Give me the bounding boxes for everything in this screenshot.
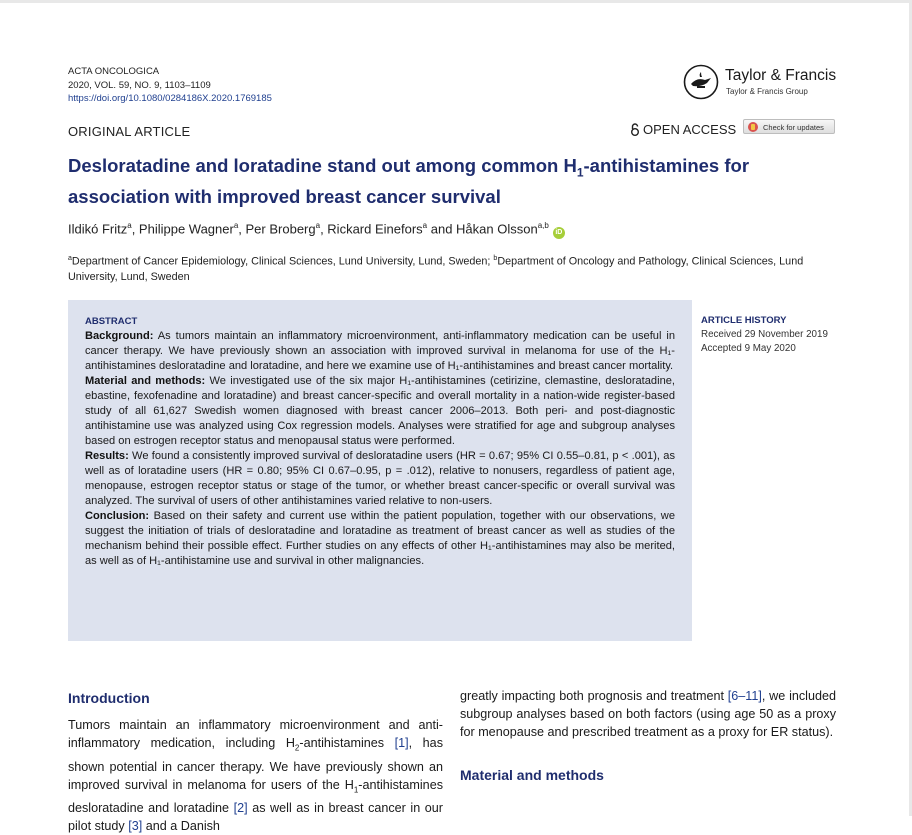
journal-name: ACTA ONCOLOGICA (68, 66, 160, 77)
abstract-background: Background: As tumors maintain an inflammatory microenvironment, anti-inflammatory medication can be useful in cancer therapy. We have previously shown an association with improved survival in melanoma for use of the H₁-antihistamines desloratadine and loratadine, and here we examine use of H₁-antihistamines and breast cancer mortality. (85, 330, 675, 372)
history-heading: ARTICLE HISTORY (701, 315, 787, 326)
citation-link[interactable]: [6–11] (727, 689, 762, 703)
open-access-label (630, 122, 736, 137)
open-access-text: OPEN ACCESS (643, 122, 737, 137)
article-type: ORIGINAL ARTICLE (68, 124, 191, 139)
author-list: Ildikó Fritz$^a$, Philippe Wagner$^a$, Per Broberg$^a$, Rickard Einefors$^a$ and Håkan Olsson$^{a,b}$iD (68, 221, 565, 239)
check-updates-label: Check for updates (763, 123, 824, 132)
history-received: Received 29 November 2019 (701, 329, 828, 340)
section-heading-introduction: Introduction (68, 690, 150, 706)
abstract-results: Results: We found a consistently improved survival of desloratadine users (HR = 0.67; 95% CI 0.55–0.81, p < .001), as well as of loratadine users (HR = 0.80; 95% CI 0.67–0.95, p = .012), relative to nonusers, regardless of patient age, menopause, estrogen receptor status or stage of the tumor, or whether breast cancer-specific or overall survival was analyzed. The survival of users of other antihistamines varied relative to non-users. (85, 450, 675, 507)
author-name[interactable]: Håkan Olsson (456, 221, 538, 237)
publisher-name: Taylor & Francis (725, 67, 837, 84)
citation-link[interactable]: [2] (233, 801, 248, 816)
abstract-box (68, 300, 692, 641)
continued-paragraph: greatly impacting both prognosis and treatment [6–11], we included subgroup analyses based on both factors (using age 50 as a proxy for menopause and prescribed treatment as a proxy for ER status). (460, 689, 836, 739)
publisher-logo (683, 64, 843, 104)
introduction-paragraph: Tumors maintain an inflammatory microenvironment and anti-inflammatory medication, including $H_2$-antihistamines [1], has shown potential in cancer therapy. We have previously shown an improved survival in melanoma for users of the $H_1$-antihistamines desloratadine and loratadine [2] as well as in breast cancer in our pilot study [3] and a Danish (68, 718, 443, 834)
open-lock-icon (630, 123, 640, 136)
doi-link[interactable]: https://doi.org/10.1080/0284186X.2020.1769185 (68, 93, 272, 104)
page-edge-top (0, 0, 912, 3)
citation-link[interactable]: [1] (394, 736, 409, 750)
section-heading-methods: Material and methods (460, 767, 604, 783)
check-updates-button[interactable] (743, 119, 835, 134)
journal-volume: 2020, VOL. 59, NO. 9, 1103–1109 (68, 79, 211, 91)
author-name[interactable]: Rickard Einefors (327, 221, 423, 237)
affiliations: $^a$Department of Cancer Epidemiology, Clinical Sciences, Lund University, Lund, Sweden; $^b$Department of Oncology and Pathology, Clinical Sciences, Lund University, Lund, Sweden (68, 255, 804, 283)
body-column-right (460, 690, 836, 793)
author-name[interactable]: Ildikó Fritz (68, 221, 128, 237)
abstract-methods: Material and methods: We investigated use of the six major H₁-antihistamines (cetirizine, clemastine, desloratadine, ebastine, fexofenadine and loratadine) and breast cancer-specific and overall mortality in a nation-wide register-based study of all 61,627 Swedish women diagnosed with breast cancer 2006–2013. Both peri- and post-diagnostic antihistamine use was analyzed using Cox regression models. Analyses were stratified for age and subgroup analyses based on estrogen receptor status and menopausal status were performed. (85, 375, 675, 447)
publisher-group: Taylor & Francis Group (726, 87, 808, 96)
abstract-heading: ABSTRACT (85, 316, 138, 327)
article-title: Desloratadine and loratadine stand out among common $H_1$-antihistamines for association with improved breast cancer survival (68, 155, 750, 207)
article-history (701, 314, 828, 356)
body-column-left (68, 690, 443, 835)
check-updates-icon (748, 122, 758, 132)
history-accepted: Accepted 9 May 2020 (701, 343, 796, 354)
citation-link[interactable]: [3] (128, 819, 143, 834)
journal-info (68, 65, 272, 106)
orcid-icon[interactable]: iD (553, 227, 565, 239)
lamp-logo-icon (683, 64, 719, 100)
abstract-conclusion: Conclusion: Based on their safety and current use within the patient population, together with our observations, we suggest the initiation of trials of desloratadine and loratadine as treatment of breast cancer as well as studies of the mechanism behind their possible effect. Further studies on any effects of other H₁-antihistamines may also be merited, as well as of H₁-antihistamine use and survival in other malignancies. (85, 510, 675, 567)
author-name[interactable]: Per Broberg (245, 221, 316, 237)
author-name[interactable]: Philippe Wagner (138, 221, 234, 237)
